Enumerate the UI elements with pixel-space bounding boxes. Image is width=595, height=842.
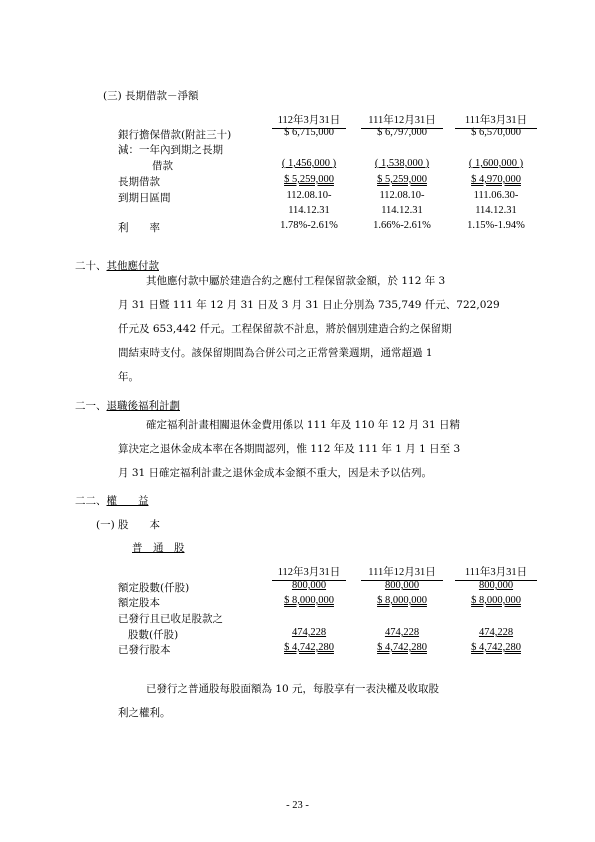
section-22-heading <box>75 493 149 508</box>
section-21-title: 退職後福利計劃 <box>106 400 180 412</box>
loans-cell: 114.12.31 <box>288 205 330 216</box>
shares-cell: 800,000 <box>291 580 327 591</box>
loans-cell: $ 5,259,000 <box>284 174 334 185</box>
loans-cell: ( 1,456,000 ) <box>281 158 337 169</box>
loans-row-label: 銀行擔保借款(附註三十) <box>118 129 232 141</box>
section-20-line: 月 31 日暨 111 年 12 月 31 日及 3 月 31 日止分別為 735,749 仟元、722,029 <box>118 299 500 311</box>
loans-cell: 112.08.10- <box>379 190 425 201</box>
shares-col-header-2: 111年12月31日 <box>361 564 443 581</box>
section-21-line: 月 31 日確定福利計畫之退休金成本金額不重大，因是未予以估列。 <box>118 467 433 479</box>
shares-cell: $ 8,000,000 <box>284 595 334 606</box>
loans-cell: $ 5,259,000 <box>377 174 427 185</box>
loans-row-label: 到期日區間 <box>118 192 171 204</box>
page-number: - 23 - <box>286 800 309 811</box>
loans-cell: 111.06.30- <box>473 190 519 201</box>
loans-cell: ( 1,600,000 ) <box>468 158 524 169</box>
shares-cell: $ 8,000,000 <box>377 595 427 606</box>
loans-row-label: 借款 <box>152 160 173 172</box>
shares-cell: $ 4,742,280 <box>377 642 427 653</box>
section-title-long-term-loans: (三) 長期借款－淨額 <box>103 90 199 102</box>
shares-cell: 474,228 <box>384 627 420 638</box>
loans-cell: 1.15%-1.94% <box>467 220 525 231</box>
loans-cell: $ 6,797,000 <box>377 127 427 138</box>
shares-cell: 800,000 <box>384 580 420 591</box>
subsection-common-stock: 普 通 股 <box>132 542 185 554</box>
loans-cell: 1.78%-2.61% <box>280 220 338 231</box>
loans-col-header-3: 111年3月31日 <box>455 112 537 129</box>
loans-row-label: 利 率 <box>118 222 160 234</box>
shares-cell: 800,000 <box>478 580 514 591</box>
section-21-line: 算決定之退休金成本率在各期間認列，惟 112 年及 111 年 1 月 1 日至 3 <box>118 443 461 455</box>
loans-cell: $ 6,570,000 <box>471 127 521 138</box>
shares-cell: 474,228 <box>291 627 327 638</box>
section-21-heading <box>75 398 180 413</box>
section-20-title: 其他應付款 <box>106 260 159 272</box>
shares-row-label: 額定股數(仟股) <box>118 582 190 594</box>
loans-row-label: 減：一年內到期之長期 <box>118 144 223 156</box>
loans-cell: $ 6,715,000 <box>284 127 334 138</box>
section-20-line: 仟元及 653,442 仟元。工程保留款不計息，將於個別建造合約之保留期 <box>118 323 452 335</box>
loans-cell: 114.12.31 <box>475 205 517 216</box>
loans-row-label: 長期借款 <box>118 176 160 188</box>
shares-row-label: 已發行股本 <box>118 644 171 656</box>
shares-row-label: 股數(仟股) <box>128 629 179 641</box>
shares-cell: $ 4,742,280 <box>471 642 521 653</box>
loans-cell: 1.66%-2.61% <box>373 220 431 231</box>
shares-cell: $ 8,000,000 <box>471 595 521 606</box>
closing-line: 利之權利。 <box>118 707 171 719</box>
shares-row-label: 已發行且已收足股款之 <box>118 613 223 625</box>
loans-cell: $ 4,970,000 <box>471 174 521 185</box>
section-20-line: 年。 <box>118 371 139 383</box>
section-20-number: 二十、 <box>75 260 107 272</box>
loans-cell: 112.08.10- <box>286 190 332 201</box>
shares-col-header-1: 112年3月31日 <box>272 564 346 581</box>
shares-col-header-3: 111年3月31日 <box>455 564 537 581</box>
loans-cell: ( 1,538,000 ) <box>374 158 430 169</box>
loans-col-header-1: 112年3月31日 <box>272 112 346 129</box>
section-20-line: 其他應付款中屬於建造合約之應付工程保留款金額，於 112 年 3 <box>146 275 446 287</box>
shares-cell: $ 4,742,280 <box>284 642 334 653</box>
loans-col-header-2: 111年12月31日 <box>361 112 443 129</box>
subsection-share-capital: (一) 股 本 <box>96 519 161 531</box>
shares-row-label: 額定股本 <box>118 597 160 609</box>
loans-cell: 114.12.31 <box>381 205 423 216</box>
section-22-title: 權 益 <box>106 495 149 507</box>
section-21-line: 確定福利計畫相關退休金費用係以 111 年及 110 年 12 月 31 日精 <box>146 419 461 431</box>
section-21-number: 二一、 <box>75 400 107 412</box>
section-22-number: 二二、 <box>75 495 107 507</box>
closing-line: 已發行之普通股每股面額為 10 元，每股享有一表決權及收取股 <box>146 683 440 695</box>
shares-cell: 474,228 <box>478 627 514 638</box>
section-20-line: 間結束時支付。該保留期間為合併公司之正常營業週期，通常超過 1 <box>118 347 433 359</box>
